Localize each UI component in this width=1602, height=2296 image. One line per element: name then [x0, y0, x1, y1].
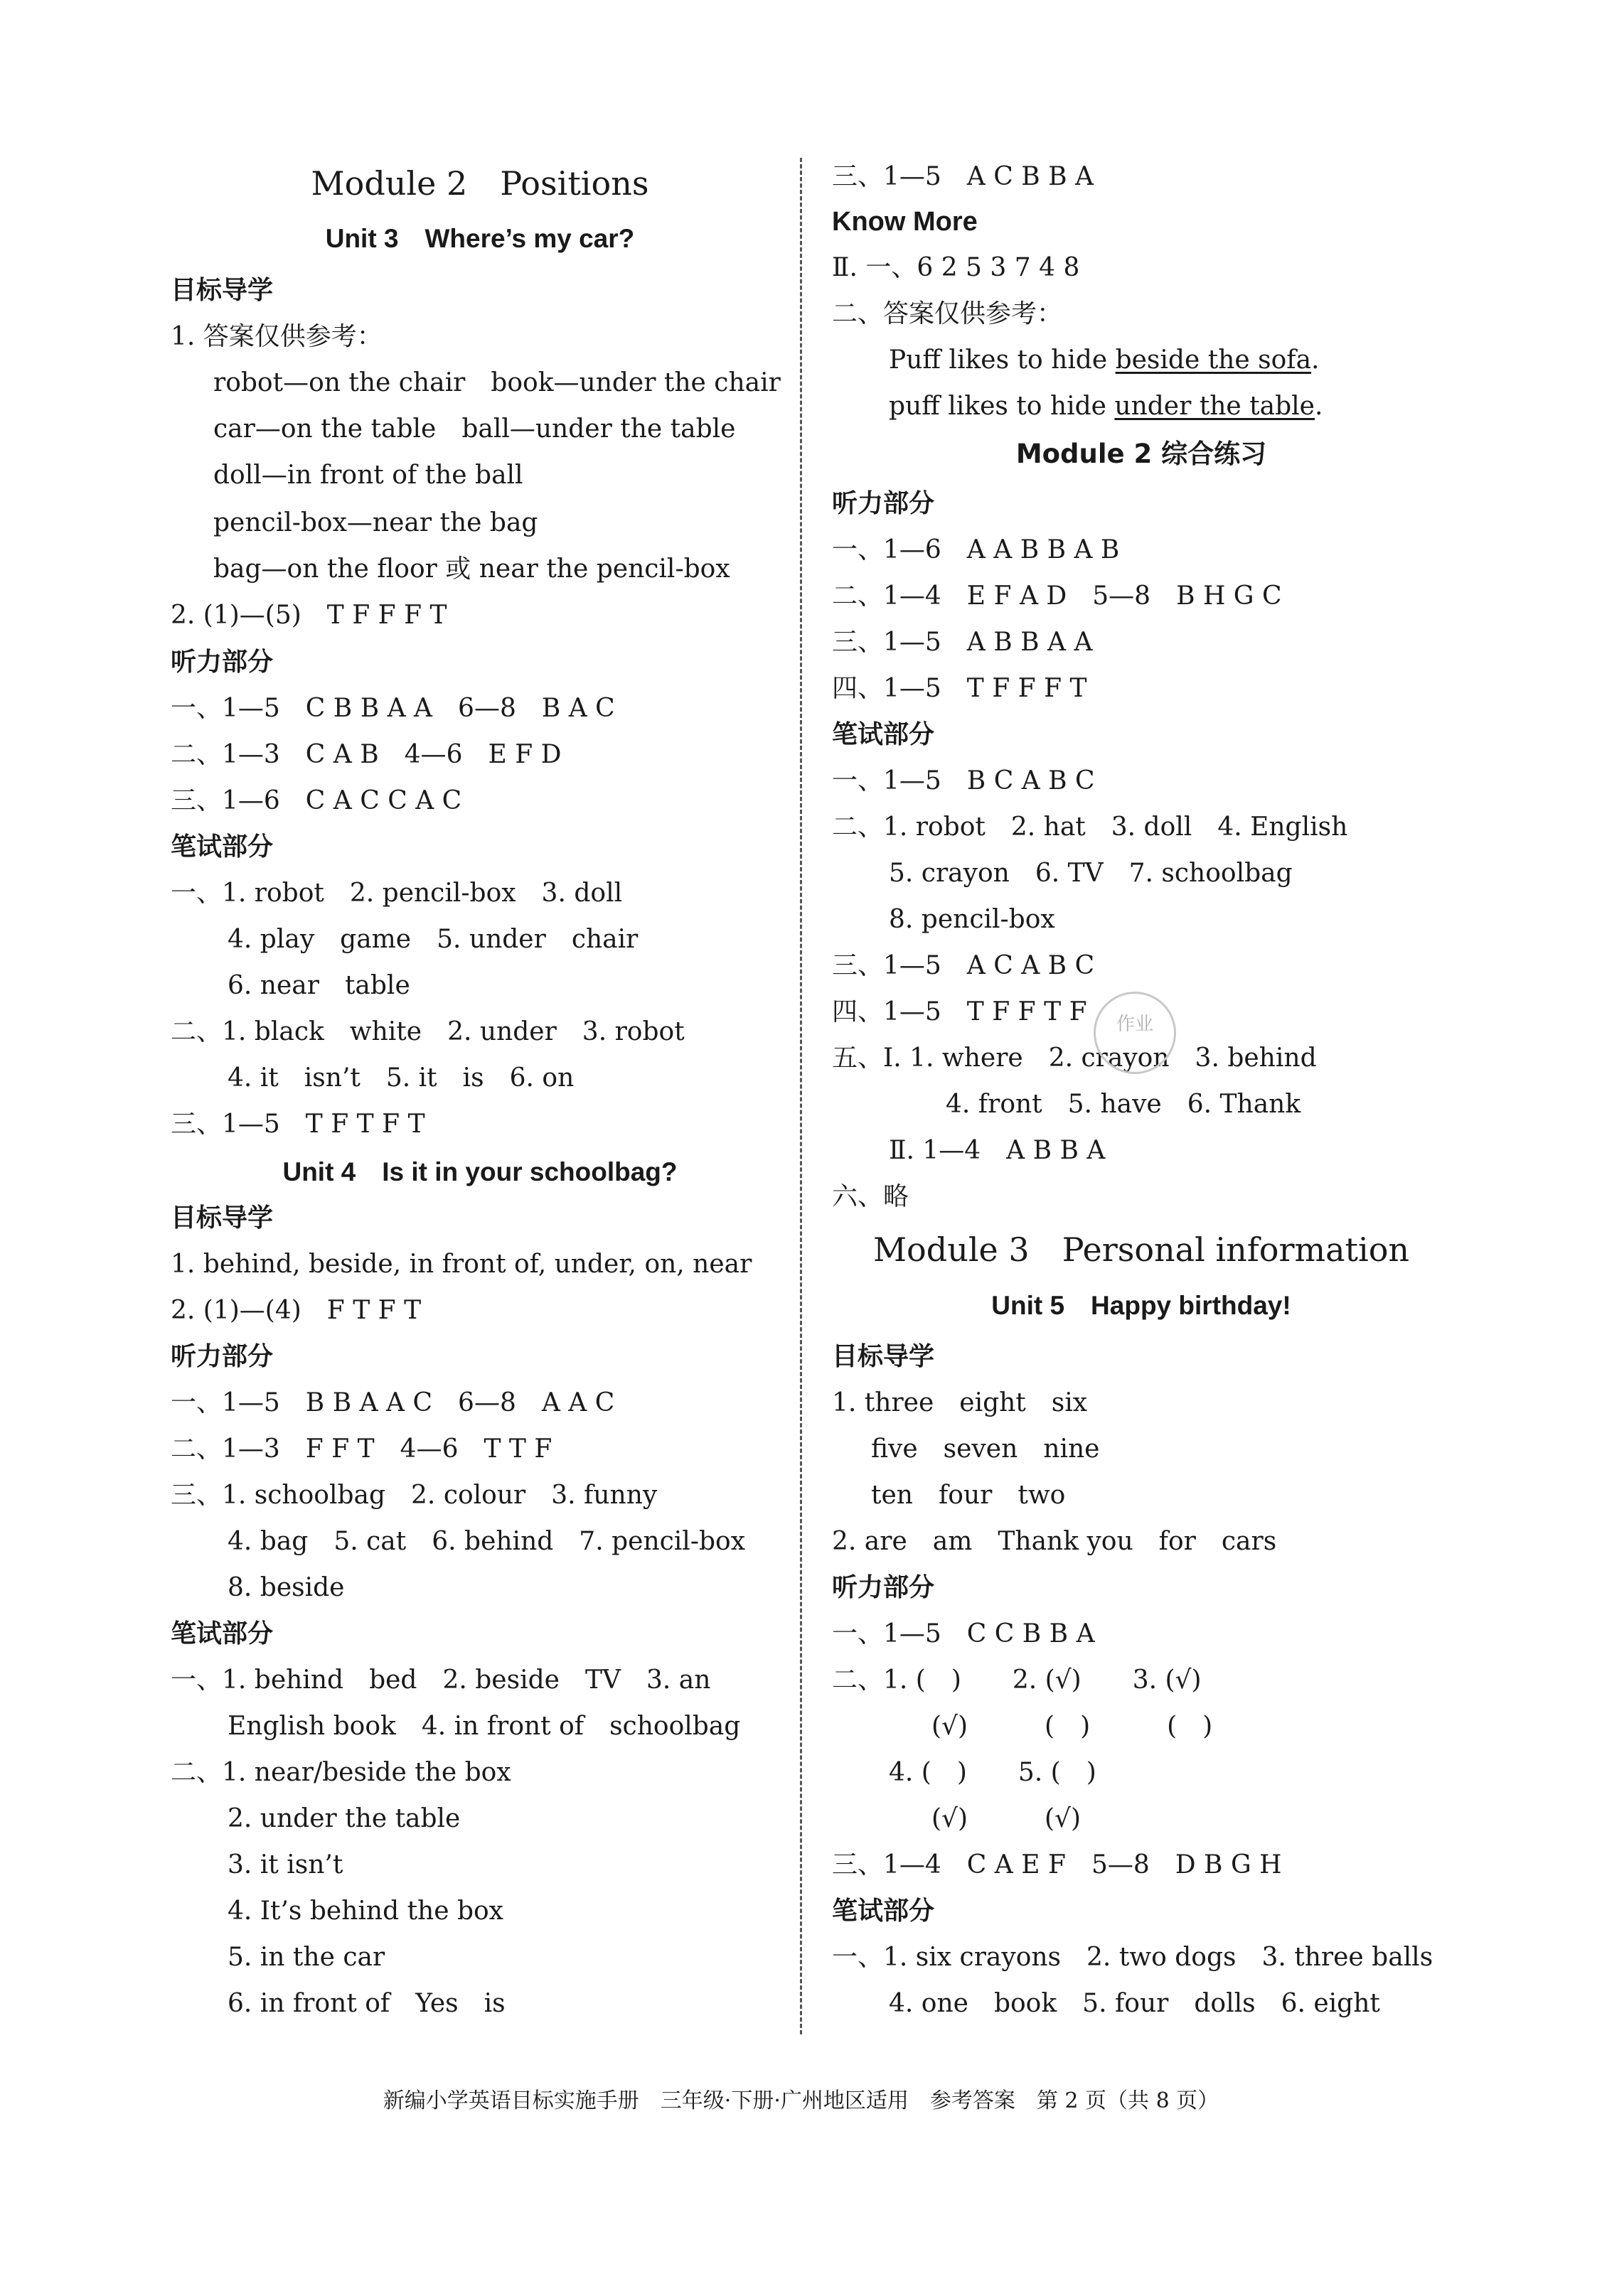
answer-line: 一、1—5 C C B B A	[832, 1619, 1095, 1648]
answer-line: doll—in front of the ball	[213, 461, 523, 490]
answer-line: 四、1—5 T F F F T	[832, 674, 1087, 703]
underlined-answer: beside the sofa	[1115, 345, 1312, 375]
answer-line: 2. under the table	[228, 1804, 461, 1833]
answer-line: 三、1—5 A C A B C	[832, 951, 1095, 980]
underlined-answer: under the table	[1114, 392, 1315, 421]
page-footer: 新编小学英语目标实施手册 三年级·下册·广州地区适用 参考答案 第 2 页（共 8 页）	[383, 2088, 1219, 2113]
answer-line: Ⅱ. 1—4 A B B A	[889, 1136, 1106, 1165]
answer-line: 四、1—5 T F F T F	[832, 997, 1087, 1026]
answer-line: 五、Ⅰ. 1. where 2. crayon 3. behind	[832, 1044, 1317, 1073]
answer-line: 一、1—5 B B A A C 6—8 A A C	[171, 1388, 615, 1417]
answer-line: bag—on the floor 或 near the pencil-box	[213, 554, 730, 584]
sentence-start: puff likes to hide	[889, 392, 1115, 421]
section-heading-written: 笔试部分	[832, 1897, 935, 1926]
answer-line: 4. ( ) 5. ( )	[889, 1758, 1096, 1787]
answer-line: 一、1. behind bed 2. beside TV 3. an	[171, 1665, 711, 1695]
answer-line: (√) ( ) ( )	[931, 1712, 1213, 1741]
answer-line: 二、答案仅供参考：	[832, 299, 1063, 328]
answer-line: 6. near table	[228, 971, 410, 1000]
answer-line: 三、1—4 C A E F 5—8 D B G H	[832, 1850, 1282, 1879]
section-heading-written: 笔试部分	[171, 832, 274, 862]
sentence-end: .	[1311, 345, 1320, 375]
answer-line: 一、1—5 B C A B C	[832, 766, 1095, 795]
answer-line	[889, 345, 1320, 376]
module-3-title: Module 3 Personal information	[872, 1230, 1410, 1269]
answer-line: 4. one book 5. four dolls 6. eight	[889, 1989, 1380, 2018]
sentence-end: .	[1314, 392, 1323, 421]
answer-line: robot—on the chair book—under the chair	[213, 368, 781, 397]
answer-line: 二、1—3 F F T 4—6 T T F	[171, 1434, 552, 1464]
answer-line: 2. (1)—(4) F T F T	[171, 1296, 422, 1325]
answer-line: 六、略	[832, 1182, 909, 1211]
answer-line: 1. 答案仅供参考：	[171, 322, 383, 351]
answer-line: 二、1. near/beside the box	[171, 1758, 511, 1787]
answer-line: 一、1. six crayons 2. two dogs 3. three balls	[832, 1943, 1433, 1972]
answer-line: 三、1—5 A B B A A	[832, 628, 1093, 657]
answer-line: English book 4. in front of schoolbag	[228, 1712, 741, 1741]
section-heading-listening: 听力部分	[832, 489, 935, 518]
answer-line: 二、1—4 E F A D 5—8 B H G C	[832, 581, 1282, 611]
answer-line: 一、1. robot 2. pencil-box 3. doll	[171, 879, 623, 908]
watermark-text: 作业	[1116, 1014, 1153, 1035]
answer-line: Ⅱ. 一、6 2 5 3 7 4 8	[832, 253, 1080, 282]
answer-line	[889, 391, 1323, 422]
unit-5-title: Unit 5 Happy birthday!	[991, 1291, 1291, 1320]
section-heading-goals: 目标导学	[171, 1203, 274, 1233]
answer-line: 3. it isn’t	[228, 1850, 343, 1879]
answer-line: (√) (√)	[931, 1804, 1082, 1833]
answer-line: 三、1—5 T F T F T	[171, 1110, 425, 1139]
answer-line: 二、1—3 C A B 4—6 E F D	[171, 740, 562, 769]
answer-line: 二、1. ( ) 2. (√) 3. (√)	[832, 1665, 1202, 1695]
unit-3-title: Unit 3 Where’s my car?	[325, 224, 635, 253]
module-2-review-title: Module 2 综合练习	[1015, 439, 1267, 469]
answer-line: 一、1—6 A A B B A B	[832, 535, 1120, 564]
section-heading-know-more: Know More	[832, 207, 978, 237]
unit-4-title: Unit 4 Is it in your schoolbag?	[282, 1157, 678, 1186]
answer-line: five seven nine	[871, 1434, 1100, 1464]
watermark-stamp	[1094, 992, 1176, 1074]
answer-line: 4. play game 5. under chair	[228, 925, 639, 954]
answer-line: 8. beside	[228, 1573, 345, 1602]
answer-line: car—on the table ball—under the table	[213, 414, 736, 444]
answer-line: 二、1. black white 2. under 3. robot	[171, 1017, 685, 1046]
section-heading-written: 笔试部分	[832, 720, 935, 749]
answer-line: 8. pencil-box	[889, 905, 1055, 934]
answer-line: 4. It’s behind the box	[228, 1897, 503, 1926]
answer-line: pencil-box—near the bag	[213, 508, 538, 537]
answer-line: 三、1. schoolbag 2. colour 3. funny	[171, 1481, 658, 1510]
answer-line: 三、1—5 A C B B A	[832, 162, 1094, 191]
section-heading-listening: 听力部分	[832, 1573, 935, 1602]
answer-line: 4. bag 5. cat 6. behind 7. pencil-box	[228, 1527, 745, 1556]
column-divider	[800, 158, 802, 2034]
section-heading-goals: 目标导学	[171, 276, 274, 305]
answer-line: 2. (1)—(5) T F F F T	[171, 601, 447, 630]
answer-line: 一、1—5 C B B A A 6—8 B A C	[171, 694, 615, 723]
section-heading-listening: 听力部分	[171, 648, 274, 677]
answer-line: ten four two	[871, 1481, 1066, 1510]
answer-line: 1. three eight six	[832, 1388, 1088, 1417]
answer-line: 4. front 5. have 6. Thank	[946, 1090, 1301, 1119]
answer-line: 二、1. robot 2. hat 3. doll 4. English	[832, 812, 1348, 842]
sentence-start: Puff likes to hide	[889, 345, 1116, 375]
answer-line: 1. behind, beside, in front of, under, on, near	[171, 1250, 752, 1279]
answer-line: 三、1—6 C A C C A C	[171, 786, 462, 815]
module-2-title: Module 2 Positions	[311, 164, 649, 203]
answer-line: 2. are am Thank you for cars	[832, 1527, 1277, 1556]
section-heading-written: 笔试部分	[171, 1619, 274, 1648]
section-heading-goals: 目标导学	[832, 1342, 935, 1371]
answer-line: 6. in front of Yes is	[228, 1989, 506, 2018]
answer-line: 5. in the car	[228, 1943, 385, 1972]
answer-line: 4. it isn’t 5. it is 6. on	[228, 1063, 575, 1093]
answer-line: 5. crayon 6. TV 7. schoolbag	[889, 859, 1293, 888]
section-heading-listening: 听力部分	[171, 1342, 274, 1371]
